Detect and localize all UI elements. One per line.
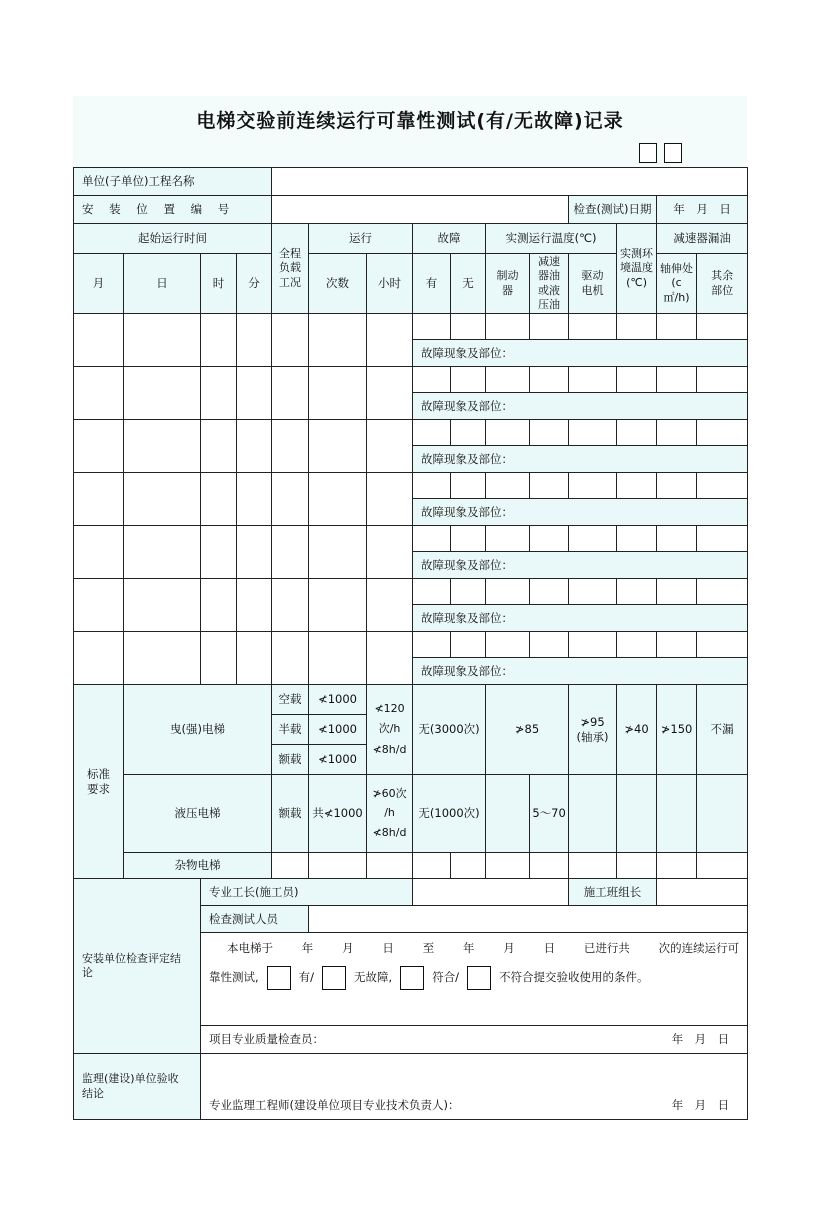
entry-times[interactable] — [309, 367, 367, 420]
entry-cell[interactable] — [413, 420, 451, 446]
entry-hour[interactable] — [201, 579, 237, 632]
entry-day[interactable] — [124, 632, 201, 685]
entry-cell[interactable] — [413, 526, 451, 552]
record-table — [73, 167, 748, 1120]
entry-cell[interactable] — [486, 367, 530, 393]
entry-month[interactable] — [74, 526, 124, 579]
s1-7: 日 — [543, 941, 556, 955]
std-leak: 不漏 — [697, 685, 748, 775]
entry-load[interactable] — [272, 632, 309, 685]
entry-hour[interactable] — [201, 314, 237, 367]
entry-minute[interactable] — [237, 526, 272, 579]
entry-month[interactable] — [74, 420, 124, 473]
install-foreman-label: 专业工长(施工员) — [201, 879, 413, 906]
entry-hour[interactable] — [201, 367, 237, 420]
entry-cell[interactable] — [569, 632, 617, 658]
entry-month[interactable] — [74, 632, 124, 685]
entry-load[interactable] — [272, 420, 309, 473]
s1-9: 次的连续运行可 — [658, 941, 740, 955]
std-misc-cell — [451, 853, 486, 879]
std-empty: 空载 — [272, 685, 309, 715]
entry-cell[interactable] — [569, 367, 617, 393]
page-title: 电梯交验前连续运行可靠性测试(有/无故障)记录 — [196, 110, 624, 132]
entry-hours[interactable] — [367, 526, 413, 579]
std-fault-3000: 无(3000次) — [413, 685, 486, 775]
std-range: 5～70 — [530, 775, 569, 853]
s1-6: 月 — [503, 941, 515, 955]
supervision-content — [201, 1054, 748, 1120]
std-hyd-times: 共≮1000 — [309, 775, 367, 853]
entry-cell[interactable] — [657, 314, 697, 340]
s2-has: 有/ — [298, 970, 315, 985]
entry-cell[interactable] — [413, 367, 451, 393]
std-hyd-empty-1 — [486, 775, 530, 853]
entry-times[interactable] — [309, 314, 367, 367]
col-hours: 小时 — [367, 254, 413, 314]
entry-month[interactable] — [74, 579, 124, 632]
col-run: 运行 — [309, 224, 413, 254]
entry-minute[interactable] — [237, 314, 272, 367]
entry-cell[interactable] — [486, 526, 530, 552]
std-hyd-hours-2: /h — [384, 806, 395, 820]
std-fault-1000: 无(1000次) — [413, 775, 486, 853]
entry-cell[interactable] — [451, 526, 486, 552]
col-reducer-leak: 减速器漏油 — [657, 224, 748, 254]
install-statement — [201, 933, 748, 1026]
install-qc-date[interactable]: 年 月 日 — [671, 1032, 730, 1047]
col-times: 次数 — [309, 254, 367, 314]
entry-cell[interactable] — [486, 579, 530, 605]
s2-b: 不符合提交验收使用的条件。 — [499, 970, 649, 985]
entry-day[interactable] — [124, 526, 201, 579]
s1-3: 日 — [382, 941, 394, 955]
entry-cell[interactable] — [697, 314, 748, 340]
checkbox-not-meets[interactable] — [467, 966, 491, 990]
entry-cell[interactable] — [617, 526, 657, 552]
entry-minute[interactable] — [237, 367, 272, 420]
project-name-value[interactable] — [272, 168, 748, 196]
std-hyd-hours — [367, 775, 413, 853]
s1-2: 月 — [342, 941, 354, 955]
checkbox-meets[interactable] — [400, 966, 424, 990]
entry-cell[interactable] — [657, 420, 697, 446]
entry-times[interactable] — [309, 526, 367, 579]
test-date-value[interactable]: 年 月 日 — [657, 196, 748, 224]
std-run-hours-1: ≮120 — [374, 702, 405, 716]
col-full-load: 全程负载工况 — [272, 224, 309, 314]
col-shaft: 轴伸处(c㎡/h) — [657, 254, 697, 314]
std-hyd-empty-4 — [657, 775, 697, 853]
entry-cell[interactable] — [569, 579, 617, 605]
install-sentence-1 — [201, 941, 747, 956]
entry-cell[interactable] — [697, 473, 748, 499]
entry-cell[interactable] — [697, 526, 748, 552]
col-has: 有 — [413, 254, 451, 314]
supervision-label: 监理(建设)单位验收结论 — [74, 1054, 201, 1120]
entry-cell[interactable] — [617, 579, 657, 605]
fault-note[interactable]: 故障现象及部位： — [413, 393, 748, 420]
project-name-label: 单位(子单位)工程名称 — [74, 168, 272, 196]
col-measured-temp: 实测运行温度(℃) — [486, 224, 617, 254]
entry-cell[interactable] — [697, 420, 748, 446]
std-oil-1: ≯95 — [580, 714, 605, 729]
entry-hours[interactable] — [367, 579, 413, 632]
entry-load[interactable] — [272, 526, 309, 579]
entry-hours[interactable] — [367, 632, 413, 685]
col-drive-motor: 驱动电机 — [569, 254, 617, 314]
entry-cell[interactable] — [413, 632, 451, 658]
col-hour: 时 — [201, 254, 237, 314]
entry-cell[interactable] — [617, 420, 657, 446]
entry-day[interactable] — [124, 367, 201, 420]
std-misc-cell — [413, 853, 451, 879]
entry-cell[interactable] — [697, 632, 748, 658]
entry-day[interactable] — [124, 579, 201, 632]
std-misc-cell — [367, 853, 413, 879]
entry-cell[interactable] — [486, 632, 530, 658]
entry-cell[interactable] — [657, 526, 697, 552]
location-label: 安 装 位 置 编 号 — [74, 196, 272, 224]
s2-a: 靠性测试, — [209, 970, 259, 985]
entry-month[interactable] — [74, 314, 124, 367]
entry-cell[interactable] — [451, 632, 486, 658]
std-half-times: ≮1000 — [309, 715, 367, 745]
entry-minute[interactable] — [237, 420, 272, 473]
entry-minute[interactable] — [237, 473, 272, 526]
std-hyd-empty-3 — [617, 775, 657, 853]
std-hydraulic: 液压电梯 — [124, 775, 272, 853]
entry-month[interactable] — [74, 473, 124, 526]
std-hyd-empty-2 — [569, 775, 617, 853]
std-misc-cell — [486, 853, 530, 879]
std-misc-cell — [569, 853, 617, 879]
std-misc-cell — [272, 853, 309, 879]
std-run-hours — [367, 685, 413, 775]
std-motor: ≯40 — [617, 685, 657, 775]
s1-1: 年 — [301, 941, 314, 955]
entry-cell[interactable] — [617, 473, 657, 499]
entry-hour[interactable] — [201, 526, 237, 579]
std-misc-cell — [617, 853, 657, 879]
entry-cell[interactable] — [451, 420, 486, 446]
entry-cell[interactable] — [657, 367, 697, 393]
fault-note[interactable]: 故障现象及部位： — [413, 658, 748, 685]
s2-no-fault: 无故障, — [354, 970, 393, 985]
checkbox-has-fault[interactable] — [639, 143, 657, 163]
entry-times[interactable] — [309, 632, 367, 685]
entry-cell[interactable] — [530, 579, 569, 605]
entry-day[interactable] — [124, 473, 201, 526]
install-label: 安装单位检查评定结论 — [74, 879, 201, 1054]
entry-cell[interactable] — [413, 473, 451, 499]
entry-hour[interactable] — [201, 632, 237, 685]
std-misc-cell — [657, 853, 697, 879]
install-inspector-value[interactable] — [309, 906, 748, 933]
entry-day[interactable] — [124, 314, 201, 367]
entry-cell[interactable] — [617, 367, 657, 393]
install-sentence-2 — [201, 966, 747, 990]
entry-load[interactable] — [272, 473, 309, 526]
std-ambient: ≯150 — [657, 685, 697, 775]
std-oil-2: (轴承) — [576, 729, 609, 744]
std-brake: ≯85 — [486, 685, 569, 775]
entry-cell[interactable] — [530, 314, 569, 340]
entry-cell[interactable] — [451, 314, 486, 340]
entry-hour[interactable] — [201, 420, 237, 473]
col-brake: 制动器 — [486, 254, 530, 314]
std-traction: 曳(强)电梯 — [124, 685, 272, 775]
entry-minute[interactable] — [237, 632, 272, 685]
col-none: 无 — [451, 254, 486, 314]
entry-hours[interactable] — [367, 420, 413, 473]
fault-note[interactable]: 故障现象及部位： — [413, 552, 748, 579]
entry-cell[interactable] — [569, 314, 617, 340]
col-ambient: 实测环境温度(℃) — [617, 224, 657, 314]
std-misc-cell — [530, 853, 569, 879]
location-value[interactable] — [272, 196, 569, 224]
std-run-hours-2: 次/h — [378, 722, 401, 736]
entry-day[interactable] — [124, 420, 201, 473]
col-other-parts: 其余部位 — [697, 254, 748, 314]
col-start-time: 起始运行时间 — [74, 224, 272, 254]
install-inspector-label: 检查测试人员 — [201, 906, 309, 933]
entry-load[interactable] — [272, 367, 309, 420]
entry-times[interactable] — [309, 473, 367, 526]
std-hyd-hours-3: ≮8h/d — [372, 825, 407, 839]
checkbox-has[interactable] — [267, 966, 291, 990]
checkbox-no-fault-result[interactable] — [322, 966, 346, 990]
entry-cell[interactable] — [486, 314, 530, 340]
checkbox-no-fault[interactable] — [664, 143, 682, 163]
col-fault: 故障 — [413, 224, 486, 254]
entry-cell[interactable] — [617, 632, 657, 658]
test-date-label: 检查(测试)日期 — [569, 196, 657, 224]
entry-cell[interactable] — [657, 632, 697, 658]
supervision-engineer-label: 专业监理工程师(建设单位项目专业技术负责人)： — [209, 1098, 460, 1113]
entry-hours[interactable] — [367, 473, 413, 526]
entry-hour[interactable] — [201, 473, 237, 526]
entry-cell[interactable] — [530, 420, 569, 446]
std-run-hours-3: ≮8h/d — [372, 742, 407, 756]
entry-cell[interactable] — [657, 579, 697, 605]
fault-note[interactable]: 故障现象及部位： — [413, 499, 748, 526]
entry-cell[interactable] — [530, 526, 569, 552]
install-team-leader-label: 施工班组长 — [569, 879, 657, 906]
std-hyd-rated: 额载 — [272, 775, 309, 853]
std-rated-times: ≮1000 — [309, 745, 367, 775]
install-team-leader-value[interactable] — [657, 879, 748, 906]
col-day: 日 — [124, 254, 201, 314]
entry-cell[interactable] — [530, 367, 569, 393]
entry-cell[interactable] — [451, 473, 486, 499]
entry-times[interactable] — [309, 420, 367, 473]
fault-note[interactable]: 故障现象及部位： — [413, 605, 748, 632]
std-half: 半载 — [272, 715, 309, 745]
col-reducer-oil: 减速器油或液压油 — [530, 254, 569, 314]
entry-cell[interactable] — [413, 314, 451, 340]
std-hyd-empty-5 — [697, 775, 748, 853]
entry-cell[interactable] — [617, 314, 657, 340]
entry-hours[interactable] — [367, 314, 413, 367]
fault-note[interactable]: 故障现象及部位： — [413, 340, 748, 367]
col-minute: 分 — [237, 254, 272, 314]
s2-meets: 符合/ — [432, 970, 460, 985]
s1-8: 已进行共 — [583, 941, 630, 955]
entry-cell[interactable] — [486, 420, 530, 446]
entry-load[interactable] — [272, 314, 309, 367]
entry-cell[interactable] — [530, 632, 569, 658]
install-foreman-value[interactable] — [413, 879, 569, 906]
install-qc-row — [201, 1026, 748, 1054]
entry-cell[interactable] — [413, 579, 451, 605]
entry-cell[interactable] — [657, 473, 697, 499]
std-empty-times: ≮1000 — [309, 685, 367, 715]
std-rated: 额载 — [272, 745, 309, 775]
entry-times[interactable] — [309, 579, 367, 632]
std-misc-cell — [309, 853, 367, 879]
s1-0: 本电梯于 — [227, 941, 273, 955]
entry-cell[interactable] — [530, 473, 569, 499]
s1-5: 年 — [462, 941, 475, 955]
entry-cell[interactable] — [569, 473, 617, 499]
std-oil — [569, 685, 617, 775]
fault-note[interactable]: 故障现象及部位： — [413, 446, 748, 473]
install-qc-label: 项目专业质量检查员： — [209, 1032, 324, 1047]
entry-cell[interactable] — [569, 526, 617, 552]
std-hyd-hours-1: ≯60次 — [372, 787, 407, 801]
entry-minute[interactable] — [237, 579, 272, 632]
s1-4: 至 — [422, 941, 435, 955]
standard-label: 标准要求 — [74, 685, 124, 879]
std-misc: 杂物电梯 — [124, 853, 272, 879]
supervision-date[interactable]: 年 月 日 — [671, 1098, 730, 1113]
entry-hours[interactable] — [367, 367, 413, 420]
entry-cell[interactable] — [697, 579, 748, 605]
entry-load[interactable] — [272, 579, 309, 632]
col-month: 月 — [74, 254, 124, 314]
entry-cell[interactable] — [697, 367, 748, 393]
entry-cell[interactable] — [569, 420, 617, 446]
entry-month[interactable] — [74, 367, 124, 420]
entry-cell[interactable] — [451, 367, 486, 393]
std-misc-cell — [697, 853, 748, 879]
entry-cell[interactable] — [451, 579, 486, 605]
entry-cell[interactable] — [486, 473, 530, 499]
